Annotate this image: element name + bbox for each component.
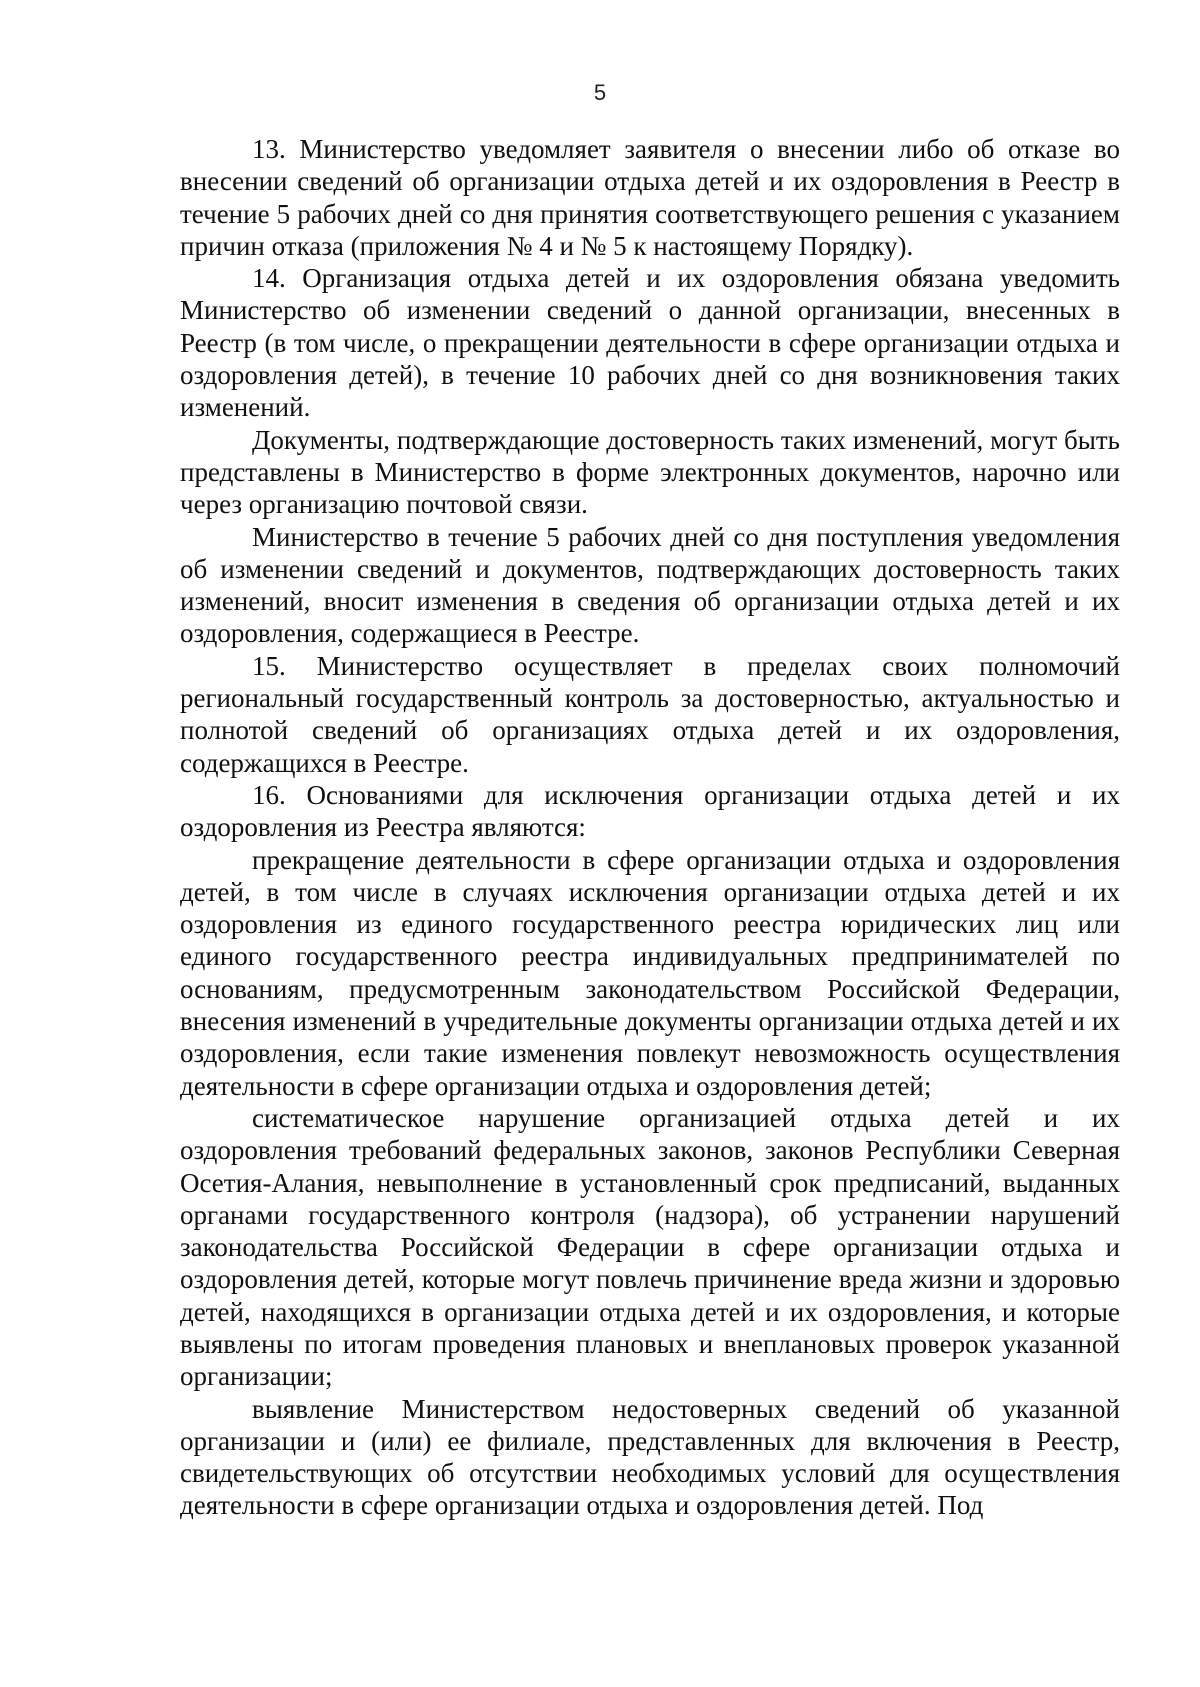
paragraph-15: 15. Министерство осуществляет в пределах своих полномочий региональный государственный контроль за достоверностью, актуальностью и полнотой сведений об организациях отдыха детей и их оздоровления, содержащихся в Реестре.	[180, 650, 1120, 778]
page-number: 5	[593, 80, 607, 105]
paragraph-13: 13. Министерство уведомляет заявителя о внесении либо об отказе во внесении сведений об организации отдыха детей и их оздоровления в Реестр в течение 5 рабочих дней со дня принятия соответствующего решения с указанием причин отказа (приложения № 4 и № 5 к настоящему Порядку).	[180, 134, 1120, 261]
document-body	[180, 133, 1120, 1522]
list-item-termination: прекращение деятельности в сфере организации отдыха и оздоровления детей, в том числе в случаях исключения организации отдыха детей и их оздоровления из единого государственного реестра юридических лиц или единого государственного реестра индивидуальных предпринимателей по основаниям, предусмотренным законодательством Российской Федерации, внесения изменений в учредительные документы организации отдыха детей и их оздоровления, если такие изменения повлекут невозможность осуществления деятельности в сфере организации отдыха и оздоровления детей;	[180, 844, 1120, 1101]
list-item-violation: систематическое нарушение организацией отдыха детей и их оздоровления требований федеральных законов, законов Республики Северная Осетия-Алания, невыполнение в установленный срок предписаний, выданных органами государственного контроля (надзора), об устранении нарушений законодательства Российской Федерации в сфере организации отдыха и оздоровления детей, которые могут повлечь причинение вреда жизни и здоровью детей, находящихся в организации отдыха детей и их оздоровления, и которые выявлены по итогам проведения плановых и внеплановых проверок указанной организации;	[180, 1102, 1120, 1392]
paragraph-14: 14. Организация отдыха детей и их оздоровления обязана уведомить Министерство об изменении сведений о данной организации, внесенных в Реестр (в том числе, о прекращении деятельности в сфере организации отдыха и оздоровления детей), в течение 10 рабочих дней со дня возникновения таких изменений.	[180, 263, 1120, 423]
list-item-false-info: выявление Министерством недостоверных сведений об указанной организации и (или) ее филиале, представленных для включения в Реестр, свидетельствующих об отсутствии необходимых условий для осуществления деятельности в сфере организации отдыха и оздоровления детей. Под	[180, 1393, 1120, 1521]
paragraph-documents: Документы, подтверждающие достоверность таких изменений, могут быть представлены в Министерство в форме электронных документов, нарочно или через организацию почтовой связи.	[180, 424, 1120, 520]
paragraph-16: 16. Основаниями для исключения организации отдыха детей и их оздоровления из Реестра являются:	[180, 779, 1120, 843]
paragraph-ministry-changes: Министерство в течение 5 рабочих дней со дня поступления уведомления об изменении сведений и документов, подтверждающих достоверность таких изменений, вносит изменения в сведения об организации отдыха детей и их оздоровления, содержащиеся в Реестре.	[180, 521, 1120, 649]
